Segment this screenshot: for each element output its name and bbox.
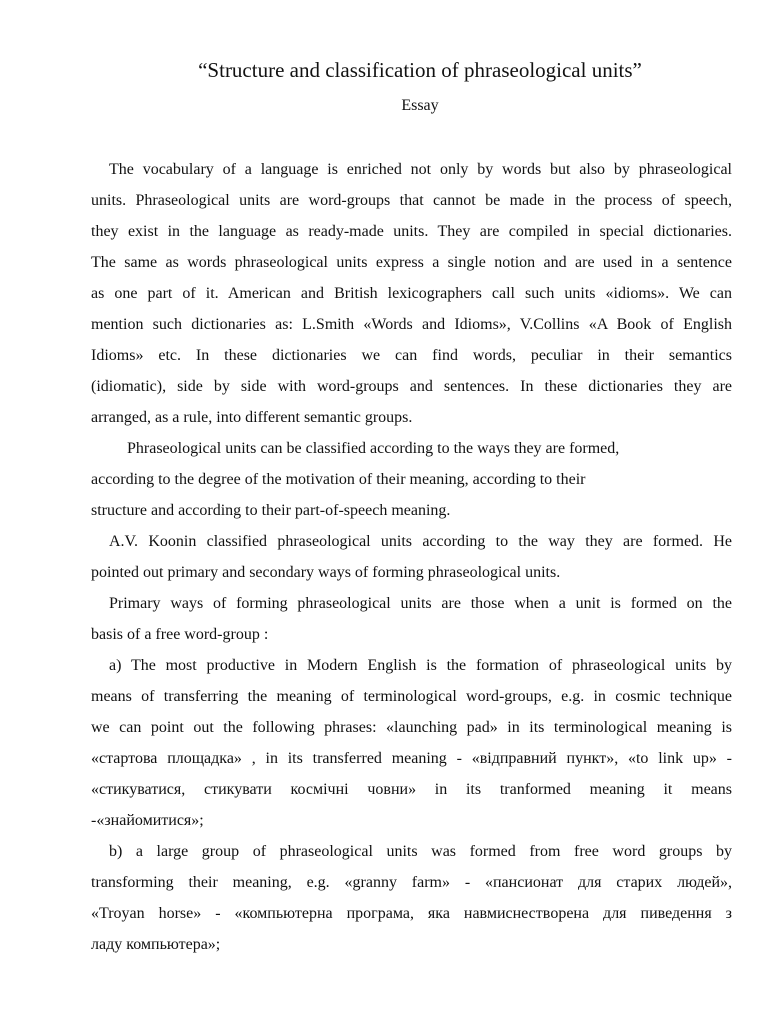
paragraph-intro — [73, 154, 732, 433]
text-line: «Troyan horse» - «компьютерна програма, яка навмиснествopена для пиведення з — [91, 905, 732, 922]
text-line: b) a large group of phraseological units was formed from free word groups by — [109, 843, 732, 860]
text-line: means of transferring the meaning of terminological word-groups, e.g. in cosmic technique — [91, 688, 732, 705]
text-line: pointed out primary and secondary ways of forming phraseological units. — [91, 564, 561, 581]
text-line: transforming their meaning, e.g. «granny farm» - «пансионат для старих людей», — [91, 874, 732, 891]
text-line: Idioms» etc. In these dictionaries we can find words, peculiar in their semantics — [91, 347, 732, 364]
text-line: units. Phraseological units are word-groups that cannot be made in the process of speech, — [91, 192, 732, 209]
document-title: “Structure and classification of phraseological units” — [198, 58, 642, 82]
text-line: -«знайомитися»; — [91, 812, 204, 829]
paragraph-item-a — [73, 650, 732, 836]
text-line: we can point out the following phrases: «launching pad» in its terminological meaning is — [91, 719, 732, 736]
paragraph-koonin — [73, 526, 732, 588]
document-subtitle: Essay — [401, 97, 439, 114]
text-line: Primary ways of forming phraseological units are those when a unit is formed on the — [109, 595, 732, 612]
paragraph-item-b — [73, 836, 732, 960]
text-line: structure and according to their part-of-speech meaning. — [91, 502, 451, 519]
text-line: A.V. Koonin classified phraseological units according to the way they are formed. He — [109, 533, 732, 550]
text-line: mention such dictionaries as: L.Smith «Words and Idioms», V.Collins «A Book of English — [91, 316, 732, 333]
text-line: basis of a free word-group : — [91, 626, 269, 643]
text-line: The same as words phraseological units express a single notion and are used in a sentence — [91, 254, 732, 271]
text-line: «стикуватися, стикувати космічні човни» in its tranformed meaning it means — [91, 781, 732, 798]
text-line: ладу компьютера»; — [91, 936, 221, 953]
text-line: «стартова площадка» , in its transferred meaning - «відправний пункт», «to link up» - — [91, 750, 732, 767]
text-line: as one part of it. American and British lexicographers call such units «idioms». We can — [91, 285, 732, 302]
text-line: Phraseological units can be classified according to the ways they are formed, — [127, 440, 620, 457]
text-line: (idiomatic), side by side with word-groups and sentences. In these dictionaries they are — [91, 378, 732, 395]
text-line: arranged, as a rule, into different semantic groups. — [91, 409, 413, 426]
text-line: they exist in the language as ready-made units. They are compiled in special dictionaries. — [91, 223, 732, 240]
document-body — [73, 154, 732, 960]
paragraph-classification — [73, 433, 732, 526]
text-line: according to the degree of the motivation of their meaning, according to their — [91, 471, 586, 488]
text-line: The vocabulary of a language is enriched not only by words but also by phraseological — [109, 161, 732, 178]
text-line: a) The most productive in Modern English is the formation of phraseological units by — [109, 657, 732, 674]
paragraph-primary-ways — [73, 588, 732, 650]
